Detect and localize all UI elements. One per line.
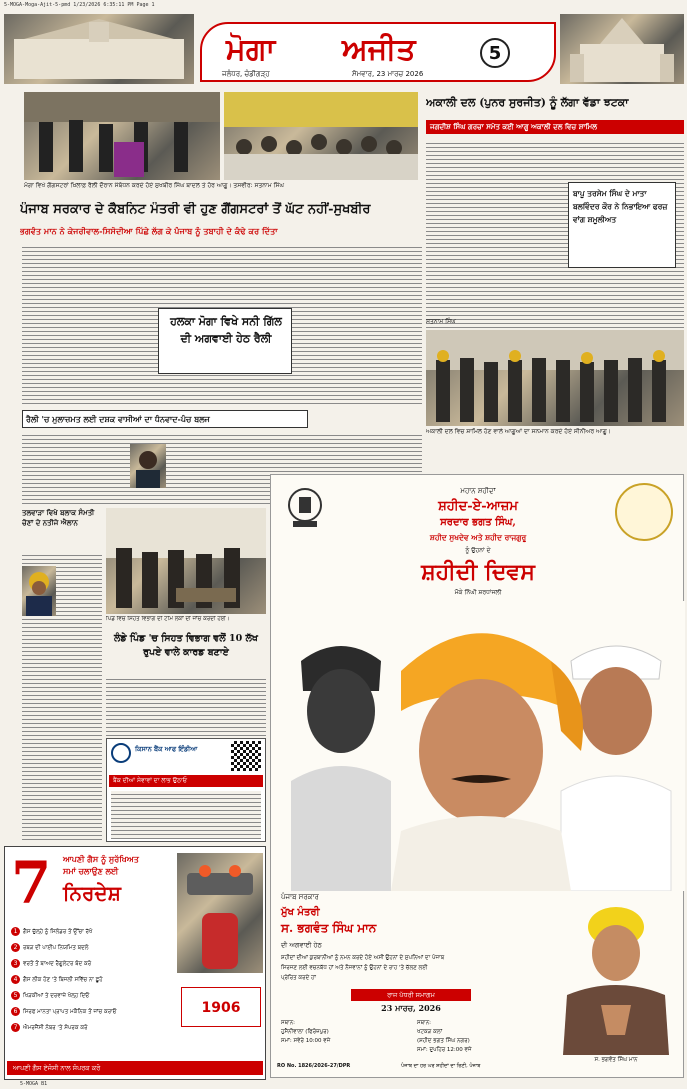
gas-helpline: 1906 bbox=[181, 987, 261, 1027]
gas-ad-item: 1 ਗੈਸ ਚੁੱਲ੍ਹੇ ਨੂੰ ਸਿਲੰਡਰ ਤੋਂ ਉੱਚਾ ਰੱਖੋ bbox=[11, 927, 175, 943]
shaheedi-body2: ਸਿਰਜਣ ਲਈ ਵਚਨਬੱਧ ਹਾਂ ਅਤੇ ਨੌਜਵਾਨਾਂ ਨੂੰ ਉਹਨਾਂ ਦੇ ਰਾਹ 'ਤੇ ਚੱਲਣ ਲਈ bbox=[281, 965, 428, 971]
shaheedi-govt: ਪੰਜਾਬ ਸਰਕਾਰ bbox=[281, 893, 319, 901]
bank-logo-icon bbox=[111, 743, 131, 763]
akali-subhead: ਜਗਦੀਸ਼ ਸਿੰਘ ਗਰਚਾ ਸਮੇਤ ਕਈ ਆਗੂ ਅਕਾਲੀ ਦਲ ਵਿਚ ਸ਼ਾਮਿਲ bbox=[426, 120, 684, 134]
short-headline: ਤਲਵਾੜਾ ਵਿਖੇ ਬਲਾਕ ਸੰਮਤੀ ਚੋਣਾਂ ਦੇ ਨਤੀਜੇ ਐਲਾਨ bbox=[22, 508, 95, 527]
bank-ad bbox=[106, 738, 266, 842]
section-title: ਮੋਗਾ bbox=[226, 32, 276, 67]
health-body-text bbox=[106, 676, 266, 736]
shaheedi-ad bbox=[270, 474, 684, 1078]
lead-headline: ਪੰਜਾਬ ਸਰਕਾਰ ਦੇ ਕੈਬਨਿਟ ਮੰਤਰੀ ਵੀ ਹੁਣ ਗੈਂਗਸਟਰਾਂ ਤੋਂ ਘੱਟ ਨਹੀਂ-ਸੁਖਬੀਰ bbox=[20, 202, 371, 217]
gas-ad-item: 6 ਸਿਰਫ ਮਾਨਤਾ ਪ੍ਰਾਪਤ ਮਕੈਨਿਕ ਤੋਂ ਜਾਂਚ ਕਰਾਓ bbox=[11, 1007, 175, 1023]
health-photo-caption: ਪਿੰਡ ਵਿਚ ਸਿਹਤ ਵਿਭਾਗ ਦੀ ਟੀਮ ਲੋਕਾਂ ਦੀ ਜਾਂਚ ਕਰਦੀ ਹੋਈ। bbox=[106, 616, 230, 622]
thanks-headline: ਰੈਲੀ 'ਚ ਮੁਲਾਜ਼ਮਤ ਲਈ ਦਸ਼ਕ ਵਾਸੀਆਂ ਦਾ ਧੰਨਵਾਦ-ਪੰਚ ਬਲਜ bbox=[22, 410, 308, 428]
qr-code-icon bbox=[231, 741, 261, 771]
shaheedi-name1: ਸ਼ਹੀਦ-ਏ-ਆਜ਼ਮ bbox=[438, 499, 518, 514]
brand-title: ਅਜੀਤ bbox=[342, 32, 416, 67]
lead-subhead: ਭਗਵੰਤ ਮਾਨ ਨੇ ਕੇਜਰੀਵਾਲ-ਸਿਸੋਦੀਆ ਪਿੱਛੇ ਲੱਗ ਕੇ ਪੰਜਾਬ ਨੂੰ ਤਬਾਹੀ ਦੇ ਕੰਢੇ ਕਰ ਦਿੱਤਾ bbox=[20, 226, 278, 236]
pull-quote: ਬਾਪੂ ਤਰਸੇਮ ਸਿੰਘ ਦੇ ਮਾਤਾ ਬਲਵਿੰਦਰ ਕੌਰ ਨੇ ਨਿਭਾਇਆ ਫਰਜ਼ ਵਾਂਗ ਸ਼ਮੂਲੀਅਤ bbox=[573, 189, 668, 224]
martyrs-portraits bbox=[271, 601, 685, 891]
shaheedi-cm-name: ਸ. ਭਗਵੰਤ ਸਿੰਘ ਮਾਨ bbox=[281, 921, 377, 935]
page-number: 5 bbox=[480, 38, 510, 68]
akali-byline: ਸਤਨਾਮ ਸਿੰਘ bbox=[426, 318, 456, 325]
gas-ad-item: 3 ਵਰਤੋਂ ਤੋਂ ਬਾਅਦ ਰੈਗੂਲੇਟਰ ਬੰਦ ਕਰੋ bbox=[11, 959, 175, 975]
gas-ad-footer: ਆਪਣੀ ਗੈਸ ਏਜੰਸੀ ਨਾਲ ਸੰਪਰਕ ਕਰੋ bbox=[7, 1061, 263, 1075]
akali-photo-caption: ਅਕਾਲੀ ਦਲ ਵਿਚ ਸ਼ਾਮਿਲ ਹੋਣ ਵਾਲੇ ਆਗੂਆਂ ਦਾ ਸਨਮਾਨ ਕਰਦੇ ਹੋਏ ਸੀਨੀਅਰ ਆਗੂ। bbox=[426, 428, 611, 435]
gas-ad-item: 7 ਐਮਰਜੈਂਸੀ ਨੰਬਰ 'ਤੇ ਸੰਪਰਕ ਕਰੋ bbox=[11, 1023, 175, 1039]
pull-quote-frame bbox=[568, 182, 676, 268]
anniversary-badge-icon bbox=[615, 483, 673, 541]
gas-ad-line1: ਆਪਣੀ ਗੈਸ ਨੂੰ ਸੁਰੱਖਿਅਤ bbox=[63, 855, 139, 864]
venue-left-place: ਹੁਸੈਨੀਵਾਲਾ (ਫਿਰੋਜ਼ਪੁਰ) bbox=[281, 1029, 329, 1035]
bottom-strip: 5-MOGA B1 bbox=[20, 1081, 48, 1087]
gas-stove-image bbox=[177, 853, 263, 973]
lead-photo-crowd bbox=[224, 92, 418, 180]
venue-left-time: ਸਮਾਂ: ਸਵੇਰੇ 10:00 ਵਜੇ bbox=[281, 1038, 331, 1044]
gas-ad-title: ਨਿਰਦੇਸ਼ bbox=[63, 881, 121, 905]
shaheedi-cm-sub: ਦੀ ਅਗਵਾਈ ਹੇਠ bbox=[281, 941, 322, 949]
cm-photo bbox=[553, 905, 679, 1055]
bank-banner: ਬੈਂਕ ਦੀਆਂ ਸੇਵਾਵਾਂ ਦਾ ਲਾਭ ਉਠਾਓ bbox=[109, 775, 263, 787]
shaheedi-top-small: ਮਹਾਨ ਸ਼ਹੀਦਾਂ bbox=[460, 487, 496, 495]
gas-ad-item: 2 ਰਬੜ ਦੀ ਪਾਈਪ ਨਿਯਮਿਤ ਬਦਲੋ bbox=[11, 943, 175, 959]
masthead-place: ਜਲੰਧਰ, ਚੰਡੀਗੜ੍ਹ bbox=[222, 70, 270, 78]
venue-right-place: ਖਟਕੜ ਕਲਾਂ bbox=[417, 1029, 443, 1035]
health-headline: ਲੰਡੇ ਪਿੰਡ 'ਚ ਸਿਹਤ ਵਿਭਾਗ ਵਲੋਂ 10 ਲੱਖ ਰੁਪਏ ਵਾਲੇ ਕਾਰਡ ਬਣਾਏ bbox=[114, 633, 258, 658]
lead-photo-caption: ਮੋਗਾ ਵਿਖੇ ਗੈਂਗਸਟਰਾਂ ਖ਼ਿਲਾਫ਼ ਰੈਲੀ ਦੌਰਾਨ ਸੰਬੋਧਨ ਕਰਦੇ ਹੋਏ ਸੁਖਬੀਰ ਸਿੰਘ ਬਾਦਲ ਤੇ ਹੋਰ ਆਗੂ। ਤਸਵੀਰ: ਸਤਨਾਮ ਸਿੰਘ bbox=[24, 182, 285, 189]
gas-ad-list bbox=[11, 927, 175, 1047]
shaheedi-event-label: ਰਾਜ ਪੱਧਰੀ ਸਮਾਗਮ bbox=[351, 989, 471, 1001]
punjab-emblem-icon bbox=[285, 485, 325, 529]
venue-right bbox=[417, 1019, 547, 1059]
shaheedi-name2: ਸਰਦਾਰ ਭਗਤ ਸਿੰਘ, bbox=[440, 517, 516, 528]
shaheedi-body3: ਪ੍ਰੇਰਿਤ ਕਰਦੇ ਹਾਂ bbox=[281, 975, 316, 981]
thanks-portrait bbox=[130, 444, 166, 488]
print-strip: 5-MOGA-Moga-Ajit-5-pmd 1/23/2026 6:35:11 PM Page 1 bbox=[4, 2, 155, 8]
cm-photo-caption: ਸ. ਭਗਵੰਤ ਸਿੰਘ ਮਾਨ bbox=[594, 1057, 638, 1063]
akali-headline: ਅਕਾਲੀ ਦਲ (ਪੁਨਰ ਸੁਰਜੀਤ) ਨੂੰ ਲੱਗਾ ਵੱਡਾ ਝਟਕਾ bbox=[426, 96, 629, 109]
venue-right-time: ਸਮਾਂ: ਦੁਪਹਿਰ 12:00 ਵਜੇ bbox=[417, 1047, 472, 1053]
venue-right-title: ਸਥਾਨ: bbox=[417, 1020, 432, 1026]
shaheedi-name3: ਸ਼ਹੀਦ ਸੁਖਦੇਵ ਅਤੇ ਸ਼ਹੀਦ ਰਾਜਗੁਰੂ bbox=[429, 533, 527, 542]
venue-left-title: ਸਥਾਨ: bbox=[281, 1020, 296, 1026]
health-camp-photo bbox=[106, 508, 266, 614]
shaheedi-event-date: 23 ਮਾਰਚ, 2026 bbox=[381, 1003, 441, 1013]
gas-ad-item: 5 ਖਿੜਕੀਆਂ ਤੇ ਦਰਵਾਜ਼ੇ ਖੋਲ੍ਹ ਦਿਓ bbox=[11, 991, 175, 1007]
shaheedi-title: ਸ਼ਹੀਦੀ ਦਿਵਸ bbox=[421, 559, 535, 585]
masthead-left-photo bbox=[4, 14, 194, 84]
gas-ad-item: 4 ਗੈਸ ਲੀਕ ਹੋਣ 'ਤੇ ਬਿਜਲੀ ਸਵਿੱਚ ਨਾ ਛੂਹੋ bbox=[11, 975, 175, 991]
lead-boxed-head-frame bbox=[158, 308, 292, 374]
masthead-date: ਸੋਮਵਾਰ, 23 ਮਾਰਚ 2026 bbox=[352, 70, 424, 78]
gas-safety-ad bbox=[4, 846, 266, 1080]
venue-right-sub: (ਸ਼ਹੀਦ ਭਗਤ ਸਿੰਘ ਨਗਰ) bbox=[417, 1038, 470, 1044]
short-portrait bbox=[22, 566, 56, 616]
shaheedi-tribute: ਨੂੰ ਉਹਨਾਂ ਦੇ bbox=[465, 547, 491, 554]
bank-body-text bbox=[111, 791, 261, 839]
bank-name: ਕਿਸਾਨ ਬੈਂਕ ਆਫ ਇੰਡੀਆ bbox=[135, 745, 198, 753]
shaheedi-cm-label: ਮੁੱਖ ਮੰਤਰੀ bbox=[281, 907, 320, 918]
shaheedi-body1: ਸ਼ਹੀਦਾਂ ਦੀਆਂ ਕੁਰਬਾਨੀਆਂ ਨੂੰ ਨਮਨ ਕਰਦੇ ਹੋਏ ਅਸੀਂ ਉਹਨਾਂ ਦੇ ਸੁਪਨਿਆਂ ਦਾ ਪੰਜਾਬ bbox=[281, 955, 445, 961]
lead-boxed-head: ਹਲਕਾ ਮੋਗਾ ਵਿਖੇ ਸਨੀ ਗਿੱਲ ਦੀ ਅਗਵਾਈ ਹੇਠ ਰੈਲੀ bbox=[170, 315, 282, 345]
gas-ad-line2: ਸਮਾਂ ਚਲਾਉਣ ਲਈ bbox=[63, 867, 119, 876]
shaheedi-footer-note: ਪੰਜਾਬ ਦਾ ਹਰ ਘਰ ਸ਼ਹੀਦਾਂ ਦਾ ਰਿਣੀ, ਪੰਜਾਬ bbox=[401, 1063, 481, 1069]
lead-photo-stage bbox=[24, 92, 220, 180]
akali-group-photo bbox=[426, 330, 684, 426]
masthead-right-photo bbox=[560, 14, 684, 84]
shaheedi-title-sub: ਮੌਕੇ ਨਿੱਘੀ ਸ਼ਰਧਾਂਜਲੀ bbox=[454, 589, 502, 596]
ro-number: RO No. 1826/2026-27/DPR bbox=[277, 1063, 351, 1069]
gas-ad-number: 7 bbox=[11, 849, 52, 917]
masthead bbox=[200, 22, 556, 82]
venue-left bbox=[281, 1019, 411, 1055]
